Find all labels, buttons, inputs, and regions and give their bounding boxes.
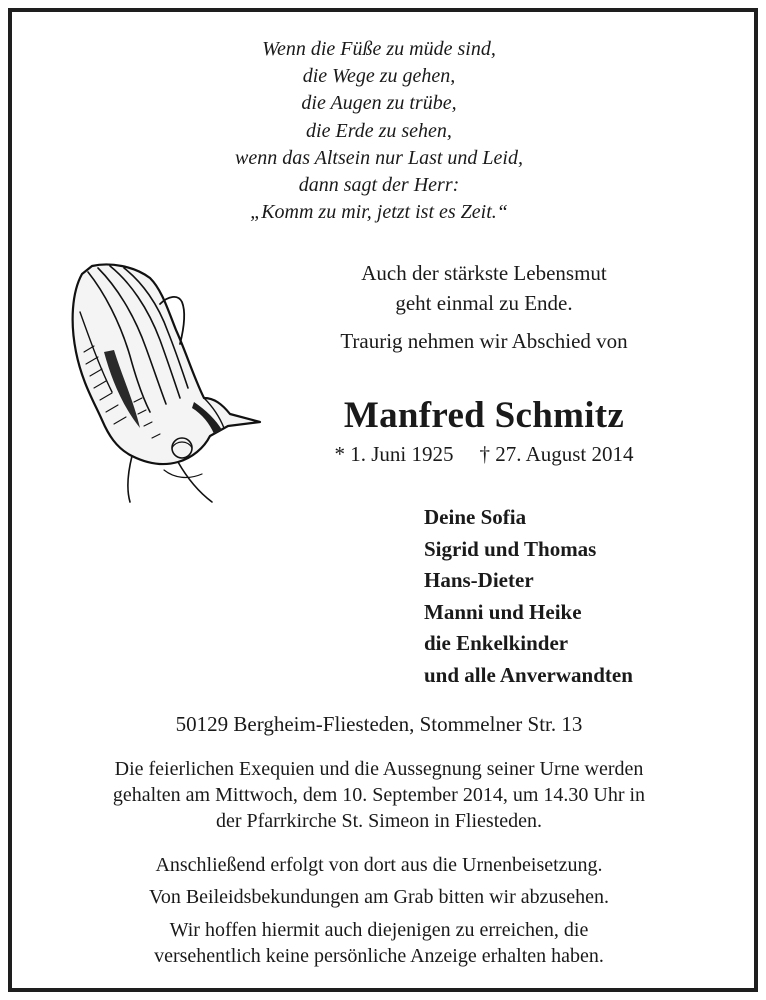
- closing-line: versehentlich keine persönliche Anzeige erhalten haben.: [154, 945, 604, 967]
- address: 50129 Bergheim-Fliesteden, Stommelner Str. 13: [175, 712, 583, 736]
- closing-note: [12, 917, 746, 969]
- obituary-notice: [8, 8, 758, 992]
- notice-line: der Pfarrkirche St. Simeon in Fliesteden.: [215, 810, 543, 832]
- poem-line: die Augen zu trübe,: [301, 92, 457, 115]
- poem-line: dann sagt der Herr:: [298, 174, 460, 197]
- funeral-notice: [12, 756, 746, 834]
- birth-date: * 1. Juni 1925: [334, 442, 454, 466]
- intro-line: Auch der stärkste Lebensmut: [361, 261, 607, 285]
- mourner: Manni und Heike: [424, 599, 582, 624]
- poem-line: die Erde zu sehen,: [306, 119, 452, 142]
- intro-text: [284, 258, 684, 356]
- mourner: Sigrid und Thomas: [424, 536, 597, 561]
- mourner: und alle Anverwandten: [424, 662, 633, 687]
- poem: [12, 36, 746, 226]
- mourner: die Enkelkinder: [424, 631, 569, 655]
- poem-line: „Komm zu mir, jetzt ist es Zeit.“: [250, 201, 508, 224]
- deceased-name: Manfred Schmitz: [343, 395, 625, 436]
- praying-hands-icon: [64, 252, 274, 512]
- mourners-list: [424, 502, 744, 691]
- condolence-note: Von Beileidsbekundungen am Grab bitten wir abzusehen.: [148, 886, 610, 908]
- intro-line: Traurig nehmen wir Abschied von: [340, 329, 628, 353]
- mourner: Hans-Dieter: [424, 568, 534, 592]
- life-dates: [284, 442, 684, 467]
- death-date: † 27. August 2014: [479, 442, 634, 466]
- poem-line: die Wege zu gehen,: [302, 65, 456, 88]
- poem-line: wenn das Altsein nur Last und Leid,: [235, 146, 523, 169]
- intro-line: geht einmal zu Ende.: [395, 291, 573, 315]
- notice-line: Die feierlichen Exequien und die Aussegnung seiner Urne werden: [114, 758, 644, 780]
- closing-line: Wir hoffen hiermit auch diejenigen zu erreichen, die: [169, 919, 589, 941]
- poem-line: Wenn die Füße zu müde sind,: [262, 38, 496, 60]
- burial-note: Anschließend erfolgt von dort aus die Urnenbeisetzung.: [155, 854, 603, 876]
- notice-line: gehalten am Mittwoch, dem 10. September 2014, um 14.30 Uhr in: [112, 784, 646, 806]
- mourner: Deine Sofia: [424, 505, 527, 529]
